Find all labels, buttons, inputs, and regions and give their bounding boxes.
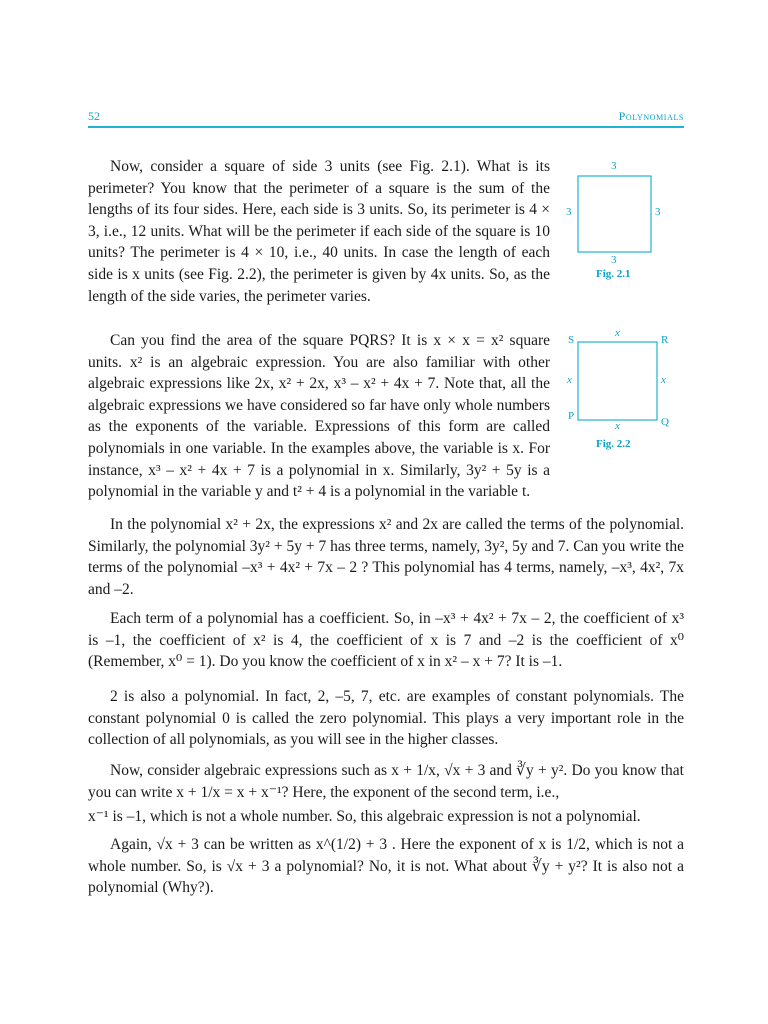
fig2-caption: Fig. 2.2 — [596, 438, 631, 450]
fig2-left-label: x — [567, 374, 572, 386]
fig2-corner-p: P — [568, 410, 575, 422]
square-pqrs — [560, 324, 690, 424]
fig2-corner-s: S — [568, 334, 575, 346]
paragraph-3: In the polynomial x² + 2x, the expressions x² and 2x are called the terms of the polynomial. Similarly, the polynomial 3y² + 5y + 7 has three terms, namely, 3y², 5y and 7. Can you write the terms of the polynomial –x³ + 4x² + 7x – 2 ? This polynomial has 4 terms, namely, –x³, 4x², 7x and –2. — [88, 516, 684, 598]
paragraph-1: Now, consider a square of side 3 units (see Fig. 2.1). What is its perimeter? You know that the perimeter of a square is the sum of the lengths of its four sides. Here, each side is 3 units. So, its perimeter is 4 × 3, i.e., 12 units. What will be the perimeter if each side of the square is 10 units? The perimeter is 4 × 10, i.e., 40 units. In case the length of each side is x units (see Fig. 2.2), the perimeter is given by 4x units. So, as the length of the side varies, the perimeter varies. — [88, 158, 550, 305]
paragraph-2: Can you find the area of the square PQRS? It is x × x = x² square units. x² is an algebraic expression. You are also familiar with other algebraic expressions like 2x, x² + 2x, x³ – x² + 4x + 7. Note that, all the algebraic expressions we have considered so far have only whole numbers as the exponents of the variable. Expressions of this form are called polynomials in one variable. In the examples above, the variable is x. For instance, x³ – x² + 4x + 7 is a polynomial in x. Similarly, 3y² + 5y is a polynomial in the variable y and t² + 4 is a polynomial in the variable t. — [88, 332, 550, 501]
header-rule — [88, 126, 684, 128]
figure-2-1 — [560, 160, 690, 290]
figure-2-2 — [560, 324, 690, 454]
paragraph-7: x⁻¹ is –1, which is not a whole number. So, this algebraic expression is not a polynomial. — [88, 808, 641, 825]
paragraph-4: Each term of a polynomial has a coefficient. So, in –x³ + 4x² + 7x – 2, the coefficient of x³ is –1, the coefficient of x² is 4, the coefficient of x is 7 and –2 is the coefficient of x⁰ (Remember, x⁰ = 1). Do you know the coefficient of x in x² – x + 7? It is –1. — [88, 610, 684, 671]
fig1-caption: Fig. 2.1 — [596, 268, 631, 280]
fig1-bottom-label: 3 — [611, 254, 617, 266]
paragraph-5: 2 is also a polynomial. In fact, 2, –5, 7, etc. are examples of constant polynomials. The constant polynomial 0 is called the zero polynomial. This plays a very important role in the collection of all polynomials, as you will see in the higher classes. — [88, 688, 684, 749]
running-title: Polynomials — [618, 109, 684, 123]
fig1-left-label: 3 — [566, 206, 572, 218]
square-3-units — [560, 160, 690, 270]
fig2-corner-q: Q — [661, 416, 669, 428]
paragraph-6: Now, consider algebraic expressions such as x + 1/x, √x + 3 and ∛y + y². Do you know that you can write x + 1/x = x + x⁻¹? Here, the exponent of the second term, i.e., — [88, 762, 684, 801]
fig1-right-label: 3 — [655, 206, 661, 218]
paragraph-8: Again, √x + 3 can be written as x^(1/2) + 3 . Here the exponent of x is 1/2, which is not a whole number. So, is √x + 3 a polynomial? No, it is not. What about ∛y + y²? It is also not a polynomial (Why?). — [88, 836, 684, 897]
page-header — [88, 106, 684, 128]
fig2-right-label: x — [661, 374, 666, 386]
page-number: 52 — [88, 109, 100, 123]
fig1-top-label: 3 — [611, 160, 617, 172]
fig2-top-label: x — [615, 327, 620, 339]
fig2-bottom-label: x — [615, 420, 620, 432]
fig2-corner-r: R — [661, 334, 669, 346]
